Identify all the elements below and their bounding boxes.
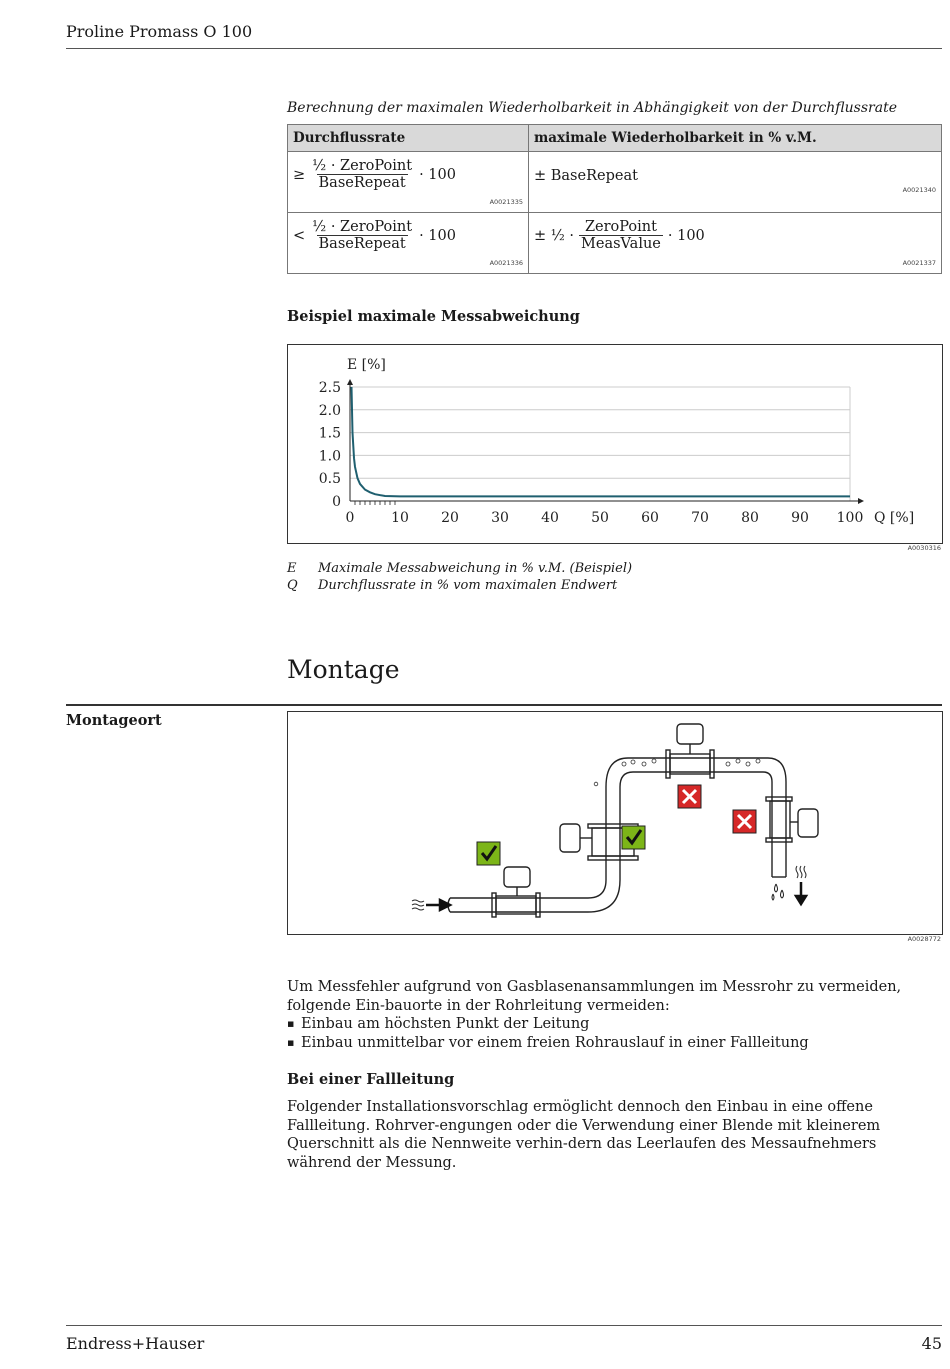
- x-tick-label: 90: [791, 510, 809, 526]
- legend-text: Durchflussrate in % vom maximalen Endwert: [318, 578, 618, 593]
- y-tick-label: 1.0: [318, 448, 341, 465]
- table-cell-result: [529, 213, 942, 274]
- x-axis-arrow: [858, 498, 864, 504]
- footer-brand: Endress+Hauser: [66, 1334, 205, 1353]
- legend-item: [287, 561, 632, 576]
- x-tick-label: 0: [345, 510, 355, 526]
- legend-symbol: E: [287, 561, 297, 576]
- result-text: ± BaseRepeat: [534, 168, 638, 184]
- fraction: [310, 219, 414, 252]
- example-heading: Beispiel maximale Messabweichung: [287, 308, 580, 325]
- document-header-title: Proline Promass O 100: [66, 22, 253, 41]
- condition-formula: [293, 219, 456, 252]
- formula-code: A0021340: [902, 186, 936, 194]
- y-axis-arrow: [347, 379, 353, 385]
- bullet-list-wrapper: [287, 1015, 939, 1052]
- x-axis-label: Q [%]: [874, 510, 915, 526]
- multiplier: · 100: [667, 227, 705, 244]
- fraction-denominator: MeasValue: [581, 236, 661, 252]
- section-rule: [66, 704, 942, 706]
- formula-code: A0021336: [489, 259, 523, 267]
- y-tick-label: 2.5: [318, 380, 341, 396]
- table-row: [288, 213, 942, 274]
- y-tick-label: 0.5: [318, 471, 341, 488]
- formula-code: A0021335: [489, 198, 523, 206]
- check-icon: [622, 826, 645, 849]
- table-header-max-repeatability: maximale Wiederholbarkeit in % v.M.: [529, 125, 942, 152]
- y-tick-label: 2.0: [318, 402, 341, 419]
- x-tick-label: 50: [591, 510, 609, 526]
- subheading: Bei einer Fallleitung: [287, 1071, 455, 1088]
- formula-code: A0021337: [902, 259, 936, 267]
- fraction-numerator: ½ · ZeroPoint: [312, 219, 413, 235]
- page-number: 45: [921, 1334, 942, 1353]
- fraction-numerator: ZeroPoint: [584, 219, 657, 235]
- table-caption: Berechnung der maximalen Wiederholbarkeit in Abhängigkeit von der Durchflussrate: [287, 100, 897, 116]
- x-tick-label: 30: [491, 510, 509, 526]
- fraction: [579, 219, 663, 252]
- result-formula: [534, 168, 638, 184]
- condition-formula: [293, 158, 456, 191]
- x-tick-label: 40: [541, 510, 559, 526]
- table-cell-condition: [288, 213, 529, 274]
- y-tick-label: 1.5: [318, 425, 341, 442]
- legend-symbol: Q: [287, 578, 298, 593]
- cross-icon: [678, 785, 701, 808]
- legend-item: [287, 578, 617, 593]
- header-rule: [66, 48, 942, 49]
- installation-figure: [287, 711, 943, 935]
- x-tick-label: 80: [741, 510, 759, 526]
- footer-rule: [66, 1325, 942, 1326]
- operator: ≥: [293, 166, 306, 183]
- deviation-chart-svg: [288, 345, 942, 543]
- table-row: [288, 152, 942, 213]
- fall-pipe-paragraph: Folgender Installationsvorschlag ermöglicht dennoch den Einbau in eine offene Fallleitung. Rohrver-engungen oder die Verwendung einer Blende mit kleinerem Querschnitt als die Nennweite verhin-dern das Leerlaufen des Messaufnehmers während der Messung.: [287, 1099, 881, 1171]
- fraction-numerator: ½ · ZeroPoint: [312, 158, 413, 174]
- side-label: Montageort: [66, 712, 162, 729]
- repeatability-table: [287, 124, 942, 274]
- bullet-list: [287, 1015, 939, 1052]
- fraction: [310, 158, 414, 191]
- multiplier: · 100: [419, 227, 456, 244]
- figure-code: A0028772: [907, 935, 941, 943]
- multiplier: · 100: [419, 166, 456, 183]
- y-tick-label: 0: [332, 494, 341, 510]
- chart-code: A0030316: [907, 544, 941, 552]
- intro-paragraph: Um Messfehler aufgrund von Gasblasenansammlungen im Messrohr zu vermeiden, folgende Ein-bauorte in der Rohrleitung vermeiden:: [287, 979, 902, 1014]
- x-tick-label: 70: [691, 510, 709, 526]
- x-tick-label: 100: [836, 510, 864, 526]
- pipe-diagram: [288, 712, 942, 934]
- list-item: ▪ Einbau unmittelbar vor einem freien Rohrauslauf in einer Fallleitung: [287, 1034, 939, 1053]
- table-cell-result: [529, 152, 942, 213]
- legend-text: Maximale Messabweichung in % v.M. (Beispiel): [318, 561, 633, 576]
- operator: <: [293, 227, 306, 244]
- y-axis-label: E [%]: [347, 357, 386, 373]
- series-line: [352, 387, 851, 496]
- x-tick-label: 20: [441, 510, 459, 526]
- table-header-flow-rate: Durchflussrate: [288, 125, 529, 152]
- fraction-denominator: BaseRepeat: [318, 175, 406, 191]
- result-formula: [534, 219, 705, 252]
- section-title: Montage: [287, 655, 400, 684]
- deviation-chart: [287, 344, 943, 544]
- check-icon: [477, 842, 500, 865]
- fraction-denominator: BaseRepeat: [318, 236, 406, 252]
- cross-icon: [733, 810, 756, 833]
- x-tick-label: 60: [641, 510, 659, 526]
- result-prefix: ± ½ ·: [534, 227, 575, 244]
- table-cell-condition: [288, 152, 529, 213]
- list-item: ▪ Einbau am höchsten Punkt der Leitung: [287, 1015, 939, 1034]
- x-tick-label: 10: [391, 510, 409, 526]
